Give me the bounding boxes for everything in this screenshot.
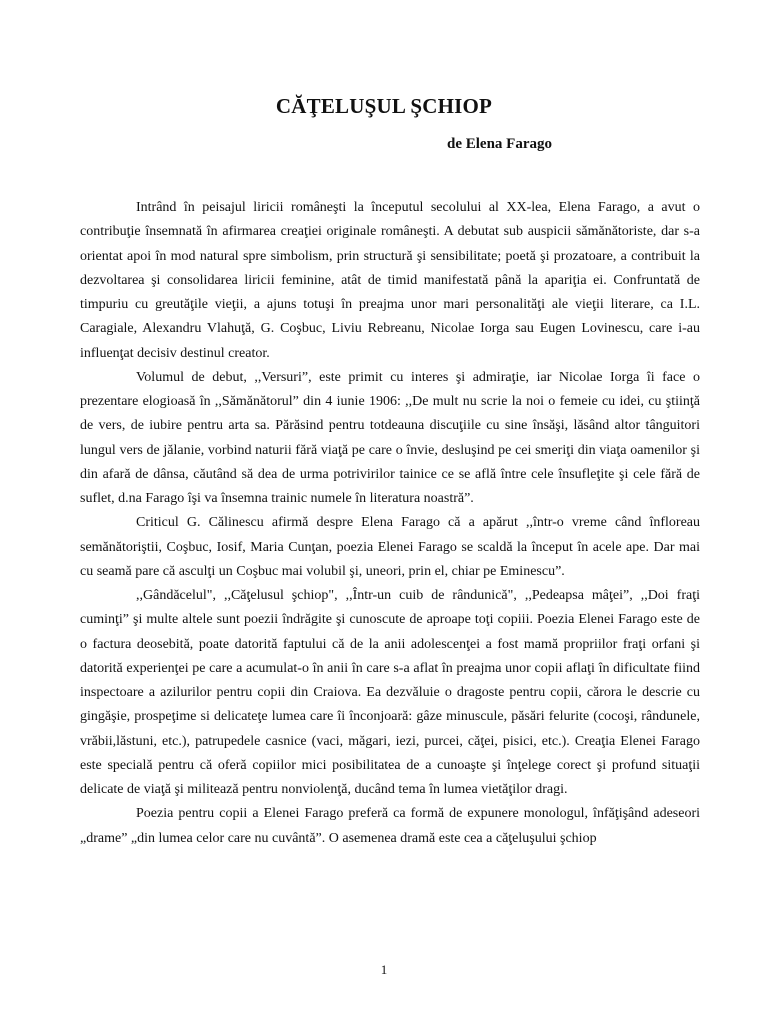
paragraph-intro: Intrând în peisajul liricii româneşti la începutul secolului al XX-lea, Elena Farago, a avut o contribuţie însemnată în afirmarea creaţiei originale româneşti. A debutat sub auspicii sămănătoriste, dar s-a orientat apoi în mod natural spre simbolism, prin structură şi sensibilitate; poetă şi prozatoare, a contribuit la dezvoltarea şi consolidarea liricii feminine, atât de timid manifestată până la apariţia ei. Confruntată de timpuriu cu greutăţile vieţii, a ajuns totuşi în preajma unor mari personalităţi ale vieţii literare, ca I.L. Caragiale, Alexandru Vlahuţă, G. Coşbuc, Liviu Rebreanu, Nicolae Iorga sau Eugen Lovinescu, care i-au influenţat decisiv destinul creator.	[80, 200, 700, 361]
paragraph-monologue: Poezia pentru copii a Elenei Farago preferă ca formă de expunere monologul, înfăţişând adeseori „drame” „din lumea celor care nu cuvântă”. O asemenea dramă este cea a căţeluşului şchiop	[80, 806, 700, 846]
paragraph-calinescu: Criticul G. Călinescu afirmă despre Elena Farago că a apărut ,,într-o vreme când înfloreau semănătoriştii, Coşbuc, Iosif, Maria Cunţan, poezia Elenei Farago se scaldă la început în acele ape. Dar mai cu seamă pare că asculţi un Coşbuc mai volubil şi, uneori, prin el, chiar pe Eminescu”.	[80, 515, 700, 579]
document-author: de Elena Farago	[447, 136, 552, 152]
paragraph-debut-volume: Volumul de debut, ,,Versuri”, este primit cu interes şi admiraţie, iar Nicolae Iorga îi face o prezentare elogioasă în ,,Sămănătorul” din 4 iunie 1906: ,,De mult nu scrie la noi o femeie cu idei, cu ştiinţă de vers, de iubire pentru arta sa. Părăsind pentru totdeauna discuţiile cu sine însăşi, lăsând altor tânguitori lungul vers de jălanie, vorbind naturii fără viaţă pe care o învie, desluşind pe cei smeriţi din viaţa oamenilor şi din afară de dânsa, căutând să dea de urma potrivirilor tainice ce se află între cele însufleţite şi cele fără de suflet, d.na Farago îşi va însemna trainic numele în literatura noastră”.	[80, 369, 700, 506]
page-number: 1	[380, 962, 388, 977]
document-title: CĂŢELUŞUL ŞCHIOP	[275, 94, 493, 118]
document-body	[80, 168, 700, 851]
paragraph-poems: ,,Gândăcelul", ,,Căţelusul şchiop", ,,Într-un cuib de rândunică", ,,Pedeapsa mâţei”, ,,Doi fraţi cuminţi” şi multe altele sunt poezii îndrăgite şi cunoscute de aproape toţi copiii. Poezia Elenei Farago este de o factura deosebită, poate datorită faptului că de la anii adolescenţei a fost mamă propriilor fraţi orfani şi datorită experienţei pe care a acumulat-o în anii în care s-a aflat în preajma unor copii aflaţi în dificultate fiind inspectoare a azilurilor pentru copii din Craiova. Ea dezvăluie o dragoste pentru copii, cărora le descrie cu gingăşie, prospeţime si delicateţe lumea care îi înconjoară: gâze minuscule, păsări felurite (cocoşi, rândunele, vrăbii,lăstuni, etc.), patrupedele casnice (vaci, măgari, iezi, purcei, căţei, pisici, etc.). Creaţia Elenei Farago este specială pentru că oferă copiilor mici posibilitatea de a cunoaşte şi înţelege corect şi profund situaţii delicate de viaţă şi militează pentru nonviolenţă, ducând tema în lumea vietăţilor dragi.	[80, 588, 700, 797]
